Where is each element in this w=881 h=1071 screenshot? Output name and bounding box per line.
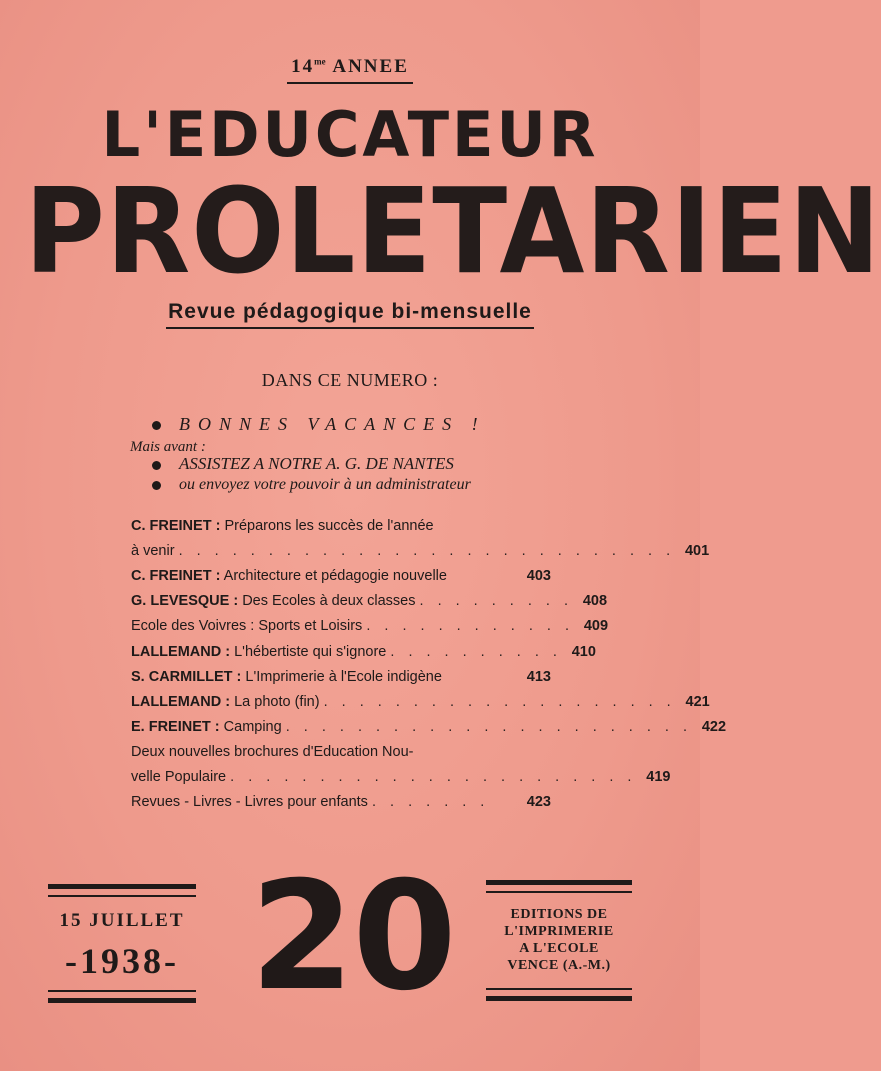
toc-author: LALLEMAND : [131,643,231,660]
edition-year [0,56,700,84]
masthead-line-1: L'EDUCATEUR [101,98,599,171]
toc-author: E. FREINET : [131,719,220,736]
issue-date: 15 JUILLET [59,910,185,931]
toc-title: Préparons les succès de l'année [224,518,434,534]
toc-title: Camping [223,719,282,736]
divider [48,884,196,889]
highlight-greeting [152,414,570,435]
toc-author: S. CARMILLET : [131,668,242,685]
issue-number: 20 [250,850,455,1024]
toc-entry [131,568,551,593]
greeting-text: BONNES VACANCES ! [179,414,486,434]
issue-year: -1938- [65,941,179,981]
publisher-line: L'IMPRIMERIE [504,924,614,939]
highlight-item-2 [152,476,570,494]
toc-page: 403 [526,568,551,584]
subtitle-text: Revue pédagogique bi-mensuelle [166,300,534,329]
highlight-intro: Mais avant : [130,439,206,455]
toc-title-cont: à venir [131,543,175,559]
toc-page: 421 [685,693,710,710]
toc-page: 410 [571,643,596,660]
highlight-item-1 [152,454,570,474]
toc-title: L'Imprimerie à l'Ecole indigène [245,668,442,685]
divider [486,880,632,885]
bullet-icon [152,461,161,470]
divider [48,990,196,992]
toc-entry [131,669,551,694]
edition-number: 14 [291,56,315,77]
toc-entry: LALLEMAND : L'hébertiste qui s'ignore . . . . . . . . . . 410 [131,643,596,660]
toc-title-cont: velle Populaire [131,769,227,786]
highlight-item-2-text: ou envoyez votre pouvoir à un administrateur [179,476,471,493]
toc-entry: LALLEMAND : La photo (fin) . . . . . . . . . . . . . . . . . . . . 421 [131,693,710,710]
toc-author: G. LEVESQUE : [131,593,239,610]
bullet-icon [152,481,161,490]
toc-entry: G. LEVESQUE : Des Ecoles à deux classes . . . . . . . . . 408 [131,593,608,610]
divider [48,895,196,897]
toc-entry: C. FREINET : Préparons les succès de l'année à venir . . . . . . . . . . . . . . . . . . . . . . . . . . . . 401 [131,518,710,559]
toc-page: 422 [701,719,727,736]
toc-author: C. FREINET : [131,518,221,534]
toc-title: Ecole des Voivres : Sports et Loisirs [131,618,363,635]
toc-page: 413 [526,668,551,685]
toc-page: 408 [582,593,608,610]
toc-page: 401 [684,543,710,559]
publisher-line: EDITIONS DE [510,907,608,922]
bullet-icon [152,421,161,430]
toc-entry: Deux nouvelles brochures d'Education Nou- velle Populaire . . . . . . . . . . . . . . . . . . . . . . . 419 [131,744,671,786]
divider [48,998,196,1003]
highlights [130,414,570,494]
toc-entry: E. FREINET : Camping . . . . . . . . . . . . . . . . . . . . . . . 422 [131,719,727,736]
divider [486,988,632,990]
toc-author: LALLEMAND : [131,693,231,710]
toc-title: Architecture et pédagogie nouvelle [223,568,447,584]
divider [486,891,632,893]
toc-title: La photo (fin) [234,693,320,710]
edition-word: ANNEE [332,56,409,77]
publisher-line: A L'ECOLE [519,941,599,956]
toc-title: Revues - Livres - Livres pour enfants [131,794,368,811]
toc-author: C. FREINET : [131,568,221,584]
toc-page: 419 [646,769,671,786]
publisher-line: VENCE (A.-M.) [507,958,611,973]
toc-entry: Ecole des Voivres : Sports et Loisirs . . . . . . . . . . . . 409 [131,618,609,635]
toc-entry: Revues - Livres - Livres pour enfants . . . . . . . 423 [131,794,551,811]
highlight-item-1-text: ASSISTEZ A NOTRE A. G. DE NANTES [179,454,454,473]
contents-heading: DANS CE NUMERO : [261,370,439,390]
subtitle [0,300,700,329]
divider [486,996,632,1001]
table-of-contents [131,518,727,820]
masthead-line-2: PROLETARIEN [24,162,881,300]
edition-suffix: me [314,56,326,67]
toc-title: Des Ecoles à deux classes [242,593,416,610]
toc-title: L'hébertiste qui s'ignore [234,643,387,660]
toc-page: 409 [583,618,609,635]
toc-page: 423 [526,794,551,811]
publisher-block [486,906,632,974]
toc-title: Deux nouvelles brochures d'Education Nou- [131,744,414,761]
